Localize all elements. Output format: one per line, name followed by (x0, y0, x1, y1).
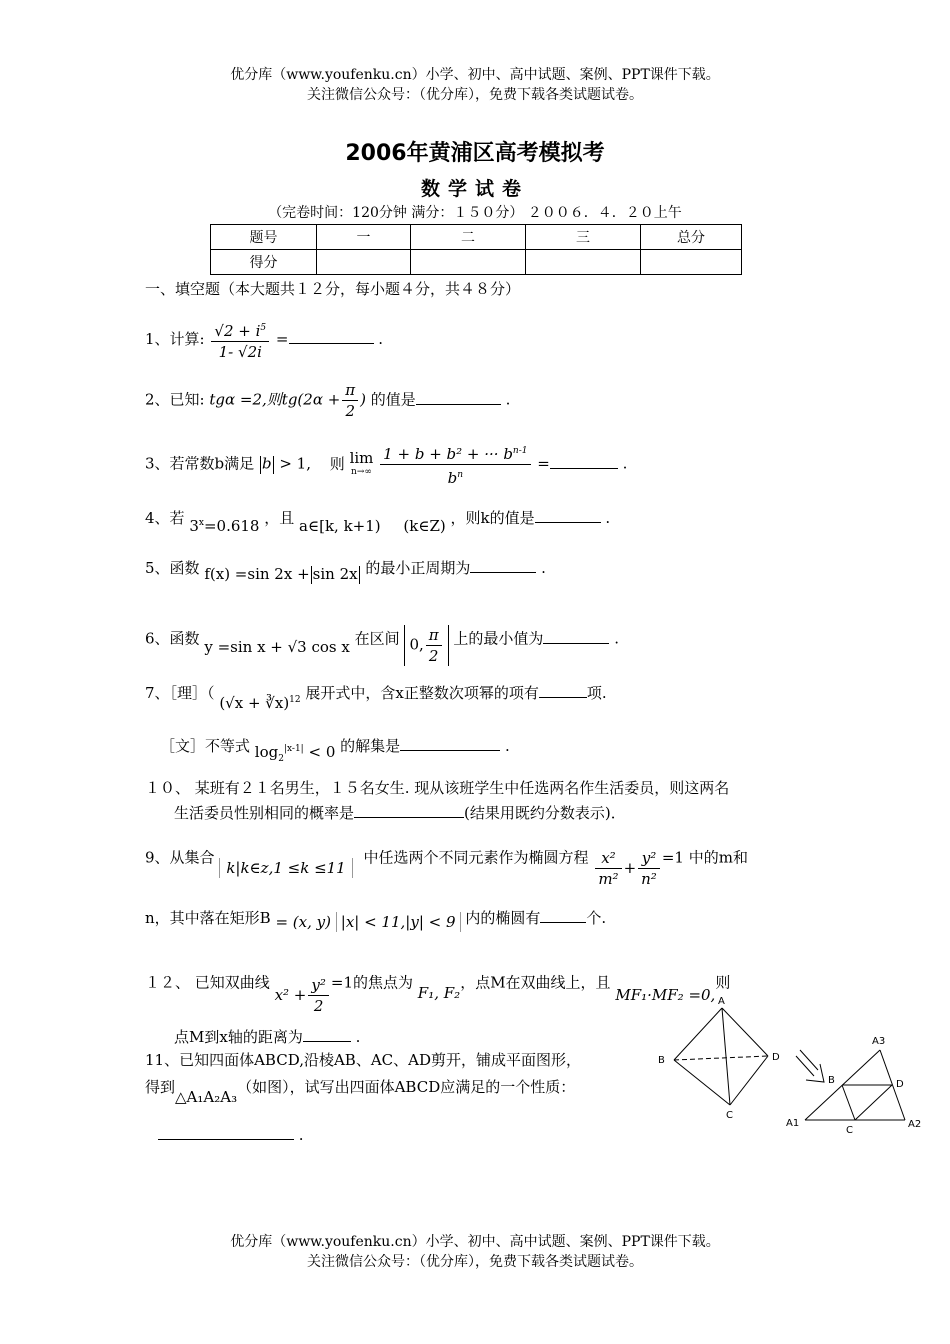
q7b-label: ［文］不等式 (160, 737, 251, 755)
q10-note: (结果用既约分数表示)． (464, 804, 626, 822)
label-b: B (658, 1055, 665, 1066)
score-table-cell: 题号 (211, 225, 317, 250)
q2-fraction (342, 380, 358, 421)
q5-answer-blank[interactable] (470, 558, 536, 573)
question-10-line2 (174, 803, 626, 823)
net-label-c: C (846, 1125, 853, 1136)
q1-label: 1、计算: (145, 330, 205, 348)
q12-fraction (308, 975, 329, 1016)
net-edge-dc (855, 1085, 892, 1120)
q7-exp: 12 (289, 695, 301, 705)
q5-tail: 的最小正周期为 (365, 559, 471, 577)
label-d: D (772, 1052, 780, 1063)
q7b-end: . (504, 737, 510, 755)
score-input-cell (641, 250, 742, 275)
q5-abs: sin 2x (312, 565, 358, 583)
q4-tail: ，则k的值是 (450, 509, 535, 527)
q3-then: 则 (329, 454, 345, 473)
tetrahedron-figure (650, 990, 930, 1140)
net-label-d: D (896, 1079, 904, 1090)
q9-set: k|k∈z,1 ≤k ≤11 (219, 858, 352, 878)
q6-interval (404, 625, 448, 666)
edge-ac (722, 1008, 730, 1105)
edge-ab (674, 1008, 722, 1060)
q3-label: 3、若常数b满足 (145, 454, 255, 473)
q6-end: . (614, 629, 619, 648)
q3-denominator: b (447, 469, 458, 487)
q12-frac-num: y² (308, 975, 329, 996)
q4-mid: ，且 (264, 509, 295, 527)
q2-end: . (505, 390, 511, 409)
q7-end: 项. (586, 684, 607, 702)
question-12-cont (174, 1027, 360, 1047)
q6-label: 6、函数 (145, 629, 200, 648)
net-edge-bc (842, 1085, 855, 1120)
footer-line-1: 优分库（www.youfenku.cn）小学、初中、高中试题、案例、PPT课件下载。 (230, 1234, 720, 1250)
score-table-cell: 三 (526, 225, 641, 250)
question-1: 1、计算: $\frac{√2 + i^5}{1- √2i}$ = . (145, 318, 383, 362)
question-11-answer (158, 1125, 304, 1145)
q12-frac-den: 2 (313, 997, 324, 1015)
q9b-tail: 内的椭圆有 (465, 909, 541, 927)
q9b-end: 个. (586, 909, 607, 927)
q5-expr: f(x) =sin 2x + (204, 565, 310, 583)
q1-num-exp: 5 (260, 323, 267, 333)
q4-exp: x (198, 518, 204, 528)
q12b-answer-blank[interactable] (303, 1027, 351, 1042)
q10-text: 生活委员性别相同的概率是 (174, 804, 355, 822)
exam-info: （完卷时间：120分钟 满分：１５０分） ２００６．４．２０上午 (268, 205, 682, 221)
q12-expr: x² + (274, 985, 307, 1004)
q3-cond: b (261, 454, 272, 473)
question-10-line1: １０、 某班有２１名男生，１５名女生. 现从该班学生中任选两名作生活委员，则这两名 (145, 779, 730, 797)
q9-frac-1 (595, 848, 621, 889)
q11-triangle: △A₁A₂A₃ (175, 1088, 238, 1106)
edge-ad (722, 1008, 768, 1056)
q11-text: 得到 (145, 1078, 176, 1096)
q7-label: 7、［理］（ (145, 684, 215, 702)
q7b-log: log (254, 743, 279, 761)
q9-f1-den: m² (598, 870, 619, 888)
question-6 (145, 619, 619, 665)
score-table (210, 224, 742, 275)
q4-end: . (605, 509, 611, 527)
q5-end: . (541, 559, 546, 577)
q7b-tail: 的解集是 (340, 737, 401, 755)
question-3: 3、若常数b满足 b > 1, 则 lim n→∞ $\frac{1 + b + b^2 + \cdot\cdot\cdot b^{n-1}}{b^n}$ = . (145, 441, 627, 488)
q12-mid2: ，点M在双曲线上，且 (460, 973, 611, 992)
question-7-wen (160, 733, 510, 763)
q4-expr: =0.618 (203, 517, 260, 535)
q7b-answer-blank[interactable] (400, 736, 500, 751)
net-label-a1: A1 (786, 1118, 800, 1129)
q12-tail: 则 (715, 973, 731, 992)
q9-frac-2 (638, 848, 660, 889)
q1-denominator: 1- √2i (218, 343, 262, 361)
score-table-cell: 一 (317, 225, 411, 250)
q3-num-exp: n-1 (512, 446, 528, 456)
q4-label: 4、若 (145, 509, 185, 527)
score-table-cell: 总分 (641, 225, 742, 250)
q9-tail: 中的m和 (688, 848, 748, 867)
q2-expr-end: ) (360, 390, 367, 409)
q1-answer-blank[interactable] (289, 329, 374, 344)
question-4 (145, 505, 611, 535)
q11-text-2: （如图），试写出四面体ABCD应满足的一个性质： (237, 1078, 576, 1096)
q12-eq: =1 (330, 973, 353, 992)
q6-answer-blank[interactable] (543, 629, 609, 644)
q4-cond: (k∈Z) (403, 517, 446, 535)
net-label-a2: A2 (908, 1119, 922, 1130)
net-label-b: B (828, 1075, 835, 1086)
header-line-2: 关注微信公众号：（优分库），免费下载各类试题试卷。 (307, 87, 643, 103)
q9b-label: n，其中落在矩形B (145, 909, 271, 927)
q7b-log-base: 2 (278, 754, 284, 764)
q3-lim-sub: n→∞ (351, 466, 372, 477)
q9b-answer-blank[interactable] (540, 908, 586, 923)
q9-label: 9、从集合 (145, 848, 215, 867)
q2-frac-num: π (342, 380, 358, 401)
score-input-cell (317, 250, 411, 275)
q12-mid: 的焦点为 (353, 973, 414, 992)
q3-den-exp: n (457, 470, 464, 480)
q7b-log-exp: |x-1| (283, 744, 304, 754)
q2-label: 2、已知: (145, 390, 205, 409)
q1-fraction (211, 318, 269, 362)
q3-numerator: 1 + b + b² + ··· b (383, 445, 513, 463)
q3-answer-blank[interactable] (550, 454, 618, 469)
edge-dc (730, 1056, 768, 1105)
q12-foci: F₁, F₂ (417, 983, 461, 1002)
q3-lim: lim (349, 448, 374, 467)
question-12 (145, 963, 731, 1015)
q2-expr: tgα =2,则tg(2α + (209, 390, 341, 409)
score-table-header-row (211, 225, 742, 250)
q7-tail: 展开式中，含x正整数次项幂的项有 (305, 684, 539, 702)
q3-cond-tail: > 1, (279, 454, 311, 473)
q12-dot-product: MF₁·MF₂ =0, (615, 985, 716, 1004)
exam-subtitle: 数学试卷 (420, 178, 529, 200)
q6-mid: 在区间 (354, 629, 400, 648)
question-11-line2 (145, 1077, 576, 1106)
score-table-cell: 二 (411, 225, 526, 250)
question-9-cont (145, 908, 607, 931)
label-a: A (718, 996, 725, 1007)
question-9 (145, 838, 748, 888)
q4-answer-blank[interactable] (535, 508, 601, 523)
q4-set: a∈[k, k+1) (299, 517, 381, 535)
q1-end: . (378, 330, 384, 348)
q1-numerator: √2 + i (214, 322, 261, 340)
question-2 (145, 380, 510, 421)
q9-f2-num: y² (638, 848, 660, 869)
q11-answer-blank[interactable] (158, 1125, 294, 1140)
q9-f2-den: n² (641, 870, 657, 888)
score-table-score-row (211, 250, 742, 275)
q9-plus: + (623, 858, 637, 877)
question-7 (145, 680, 607, 712)
score-table-cell: 得分 (211, 250, 317, 275)
q7-expr: (√x + ∛x) (219, 694, 290, 712)
q12b-label: 点M到x轴的距离为 (174, 1028, 303, 1046)
q11-end: . (298, 1126, 304, 1144)
q9b-set-cond: |x| < 11,|y| < 9 (336, 912, 461, 932)
arrow-icon (796, 1050, 824, 1082)
header-line-1: 优分库（www.youfenku.cn）小学、初中、高中试题、案例、PPT课件下载。 (230, 67, 720, 83)
q6-frac-den: 2 (428, 647, 439, 665)
q2-tail: 的值是 (370, 390, 416, 409)
net-label-a3: A3 (872, 1036, 886, 1047)
q6-interval-start: 0, (409, 635, 424, 654)
exam-title: 2006年黄浦区高考模拟考 (345, 141, 605, 166)
footer-line-2: 关注微信公众号：（优分库），免费下载各类试题试卷。 (307, 1254, 643, 1270)
q9-f1-num: x² (595, 848, 621, 869)
q2-frac-den: 2 (345, 402, 355, 420)
q9b-set-head: = (x, y) (275, 913, 331, 931)
edge-bd-hidden (674, 1056, 768, 1060)
q6-frac-num: π (426, 625, 442, 646)
q7-answer-blank[interactable] (539, 683, 587, 698)
q9-mid: 中任选两个不同元素作为椭圆方程 (363, 848, 589, 867)
q5-label: 5、函数 (145, 559, 200, 577)
edge-bc (674, 1060, 730, 1105)
q10-answer-blank[interactable] (354, 803, 464, 818)
q3-end: . (622, 454, 628, 473)
q6-tail: 上的最小值为 (453, 629, 544, 648)
q2-answer-blank[interactable] (416, 390, 501, 405)
q3-fraction (380, 441, 530, 488)
q9-eq: =1 (661, 848, 684, 867)
q6-fraction (426, 625, 442, 666)
question-11-line1: 11、已知四面体ABCD,沿棱AB、AC、AD剪开，铺成平面图形， (145, 1051, 581, 1069)
score-input-cell (526, 250, 641, 275)
score-input-cell (411, 250, 526, 275)
q12b-end: . (355, 1028, 361, 1046)
section-heading: 一、填空题（本大题共１２分，每小题４分，共４８分） (145, 280, 521, 298)
q12-label: １２、 已知双曲线 (145, 973, 270, 992)
q3-limit (349, 448, 374, 479)
label-c: C (726, 1110, 733, 1121)
q4-base: 3 (189, 517, 199, 535)
q6-expr: y =sin x + √3 cos x (204, 637, 350, 656)
question-5 (145, 558, 546, 583)
q7b-expr: < 0 (308, 743, 336, 761)
